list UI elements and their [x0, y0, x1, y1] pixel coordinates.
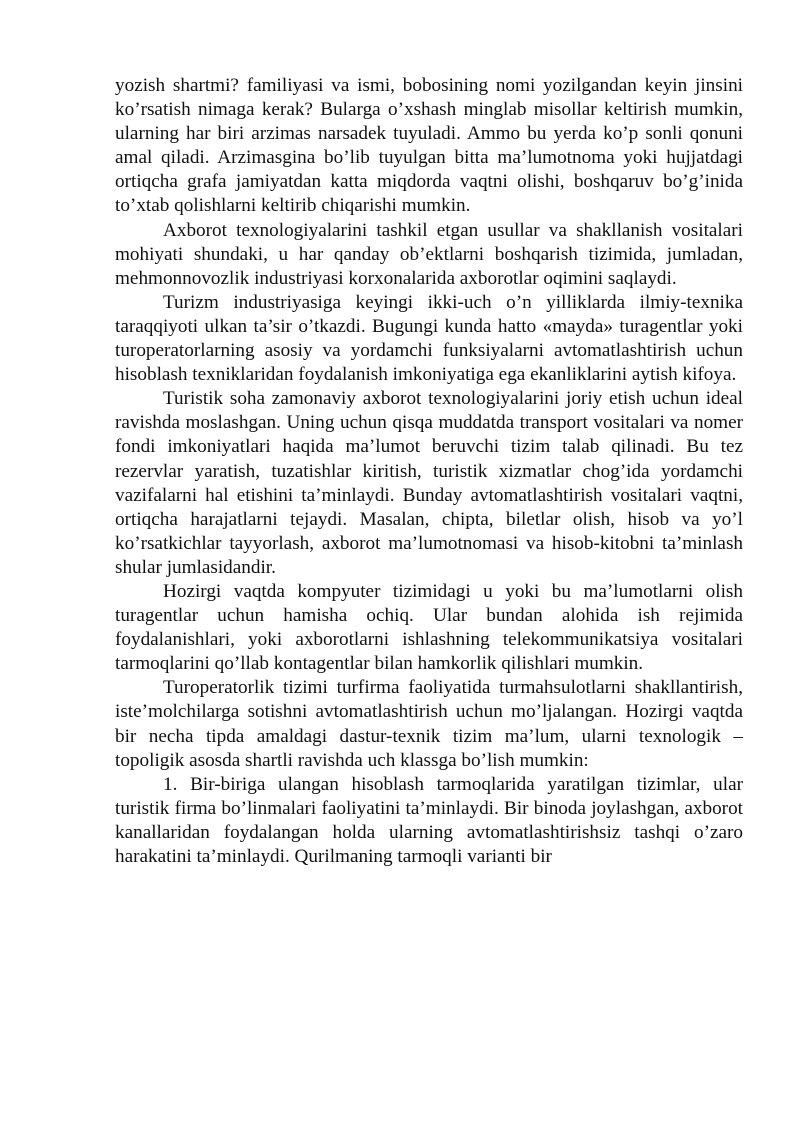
- paragraph-list-item-1: 1. Bir-biriga ulangan hisoblash tarmoqlarida yaratilgan tizimlar, ular turistik firma bo’linmalari faoliyatini ta’minlaydi. Bir binoda joylashgan, axborot kanallaridan foydalangan holda ularning avtomatlashtirishsiz tashqi o’zaro harakatini ta’minlaydi. Qurilmaning tarmoqli varianti bir: [115, 773, 743, 867]
- paragraph-tourist-sector: Turistik soha zamonaviy axborot texnologiyalarini joriy etish uchun ideal ravishda moslashgan. Uning uchun qisqa muddatda transport vositalari va nomer fondi imkoniyatlari haqida ma’lumot beruvchi tizim talab qilinadi. Bu tez rezervlar yaratish, tuzatishlar kiritish, turistik xizmatlar chog’ida yordamchi vazifalarni hal etishini ta’minlaydi. Bunday avtomatlashtirish vositalari vaqtni, ortiqcha harajatlarni tejaydi. Masalan, chipta, biletlar olish, hisob va yo’l ko’rsatkichlar tayyorlash, axborot ma’lumotnomasi va hisob-kitobni ta’minlash shular jumlasidandir.: [115, 388, 743, 578]
- paragraph-continuation: yozish shartmi? familiyasi va ismi, bobosining nomi yozilgandan keyin jinsini ko’rsatish nimaga kerak? Bularga o’xshash minglab misollar keltirish mumkin, ularning har biri arzimas narsadek tuyuladi. Ammo bu yerda ko’p sonli qonuni amal qiladi. Arzimasgina bo’lib tuyulgan bitta ma’lumotnoma yoki hujjatdagi ortiqcha grafa jamiyatdan katta miqdorda vaqtni olishi, boshqaruv bo’g’inida to’xtab qolishlarni keltirib chiqarishi mumkin.: [115, 75, 743, 217]
- document-page: [115, 74, 743, 869]
- paragraph-information-technologies: Axborot texnologiyalarini tashkil etgan usullar va shakllanish vositalari mohiyati shundaki, u har qanday ob’ektlarni boshqarish tizimida, jumladan, mehmonnovozlik industriyasi korxonalarida axborotlar oqimini saqlaydi.: [115, 219, 743, 289]
- paragraph-tourism-industry: Turizm industriyasiga keyingi ikki-uch o’n yilliklarda ilmiy-texnika taraqqiyoti ulkan ta’sir o’tkazdi. Bugungi kunda hatto «mayda» turagentlar yoki turoperatorlarning asosiy va yordamchi funksiyalarni avtomatlashtirish uchun hisoblash texniklaridan foydalanish imkoniyatiga ega ekanliklarini aytish kifoya.: [115, 291, 743, 386]
- paragraph-computer-systems: Hozirgi vaqtda kompyuter tizimidagi u yoki bu ma’lumotlarni olish turagentlar uchun hamisha ochiq. Ular bundan alohida ish rejimida foydalanishlari, yoki axborotlarni ishlashning telekommunikatsiya vositalari tarmoqlarini qo’llab kontagentlar bilan hamkorlik qilishlari mumkin.: [115, 580, 743, 675]
- paragraph-tour-operator-system: Turoperatorlik tizimi turfirma faoliyatida turmahsulotlarni shakllantirish, iste’molchilarga sotishni avtomatlashtirish uchun mo’ljalangan. Hozirgi vaqtda bir necha tipda amaldagi dastur-texnik tizim ma’lum, ularni texnologik – topoligik asosda shartli ravishda uch klassga bo’lish mumkin:: [115, 677, 743, 771]
